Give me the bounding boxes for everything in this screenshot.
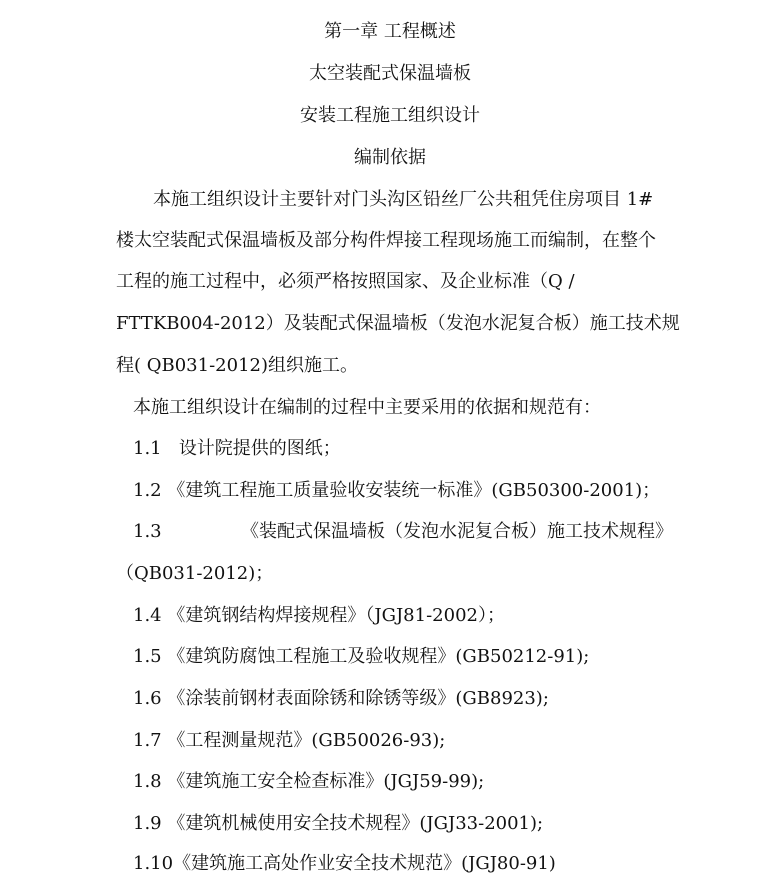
item-text: 《建筑施工安全检查标准》(JGJ59-99); bbox=[167, 771, 485, 792]
list-item bbox=[133, 729, 445, 753]
item-text: 《建筑施工高处作业安全技术规范》(JGJ80-91) bbox=[173, 853, 556, 874]
paragraph2: 本施工组织设计在编制的过程中主要采用的依据和规范有： bbox=[133, 397, 601, 418]
title-line-2: 安装工程施工组织设计 bbox=[300, 105, 480, 126]
item-text: 《涂装前钢材表面除锈和除锈等级》(GB8923); bbox=[167, 688, 549, 709]
item-text: 《建筑钢结构焊接规程》（JGJ81-2002）； bbox=[167, 605, 505, 626]
item-text: 《装配式保温墙板（发泡水泥复合板）施工技术规程》 bbox=[241, 521, 673, 542]
list-item bbox=[133, 479, 660, 503]
item-number: 1.4 bbox=[133, 605, 162, 626]
item-continuation: （QB031-2012)； bbox=[116, 563, 274, 584]
item-number: 1.6 bbox=[133, 688, 162, 709]
paragraph1-line-3: 工程的施工过程中，必须严格按照国家、及企业标准（Q / bbox=[116, 271, 575, 292]
item-text: 《建筑工程施工质量验收安装统一标准》(GB50300-2001)； bbox=[167, 480, 661, 501]
item-number: 1.3 bbox=[133, 521, 162, 542]
paragraph1-line-5: 程( QB031-2012)组织施工。 bbox=[116, 355, 358, 376]
item-number: 1.2 bbox=[133, 480, 162, 501]
list-item bbox=[133, 770, 484, 794]
list-item bbox=[133, 852, 556, 876]
list-item bbox=[133, 812, 543, 836]
item-number: 1.1 bbox=[133, 438, 162, 459]
paragraph1-line-2: 楼太空装配式保温墙板及部分构件焊接工程现场施工而编制，在整个 bbox=[116, 230, 656, 251]
item-number: 1.5 bbox=[133, 646, 162, 667]
list-item bbox=[133, 604, 505, 628]
list-item bbox=[133, 645, 589, 669]
item-text: 《建筑防腐蚀工程施工及验收规程》(GB50212-91); bbox=[167, 646, 590, 667]
title-line-1: 太空装配式保温墙板 bbox=[309, 63, 471, 84]
section-heading: 编制依据 bbox=[354, 147, 426, 168]
list-item bbox=[133, 437, 341, 461]
item-number: 1.10 bbox=[133, 853, 174, 874]
chapter-heading: 第一章 工程概述 bbox=[324, 21, 456, 42]
item-number: 1.8 bbox=[133, 771, 162, 792]
item-number: 1.9 bbox=[133, 813, 162, 834]
item-text: 《建筑机械使用安全技术规程》(JGJ33-2001); bbox=[167, 813, 544, 834]
list-item bbox=[133, 687, 549, 711]
item-text: 《工程测量规范》(GB50026-93); bbox=[167, 730, 446, 751]
paragraph1-line-4: FTTKB004-2012）及装配式保温墙板（发泡水泥复合板）施工技术规 bbox=[116, 313, 680, 334]
list-item bbox=[133, 520, 673, 544]
paragraph1-line-1: 本施工组织设计主要针对门头沟区铅丝厂公共租凭住房项目 1# bbox=[153, 189, 654, 210]
item-text: 设计院提供的图纸； bbox=[178, 438, 341, 459]
item-number: 1.7 bbox=[133, 730, 162, 751]
